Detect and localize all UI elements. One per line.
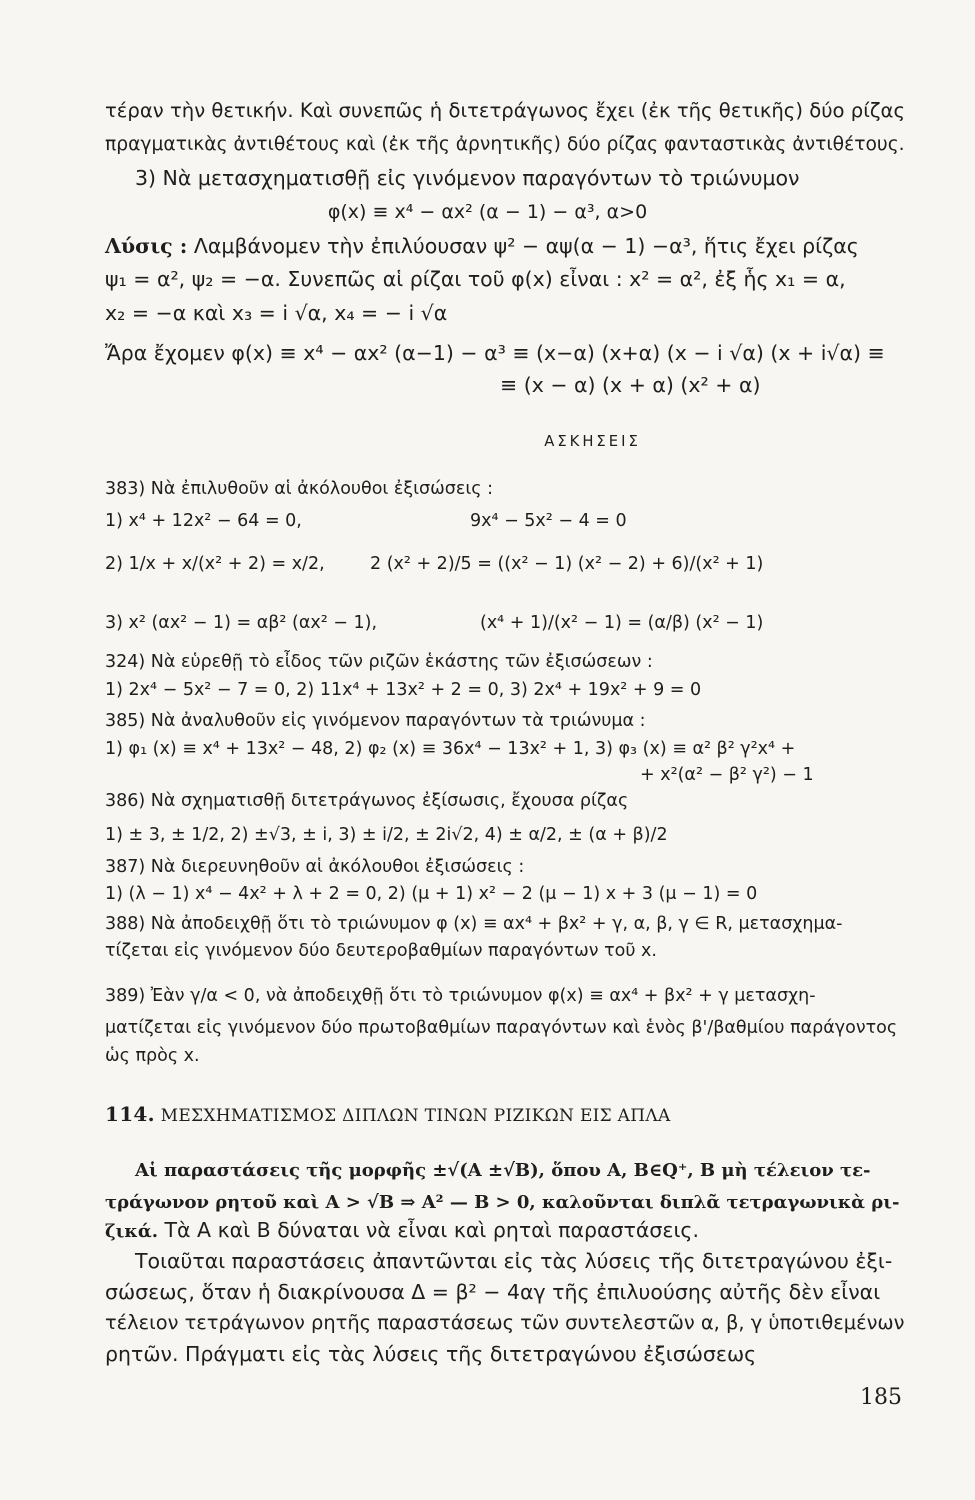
equation: Ἄρα ἔχομεν φ(x) ≡ x⁴ − αx² (α−1) − α³ ≡ (x−α) (x+α) (x − i √α) (x + i√α) ≡	[105, 341, 885, 365]
equation: (x⁴ + 1)/(x² − 1) = (α/β) (x² − 1)	[480, 613, 764, 633]
equation: 1) ± 3, ± 1/2, 2) ±√3, ± i, 3) ± i/2, ± 2i√2, 4) ± α/2, ± (α + β)/2	[105, 825, 668, 845]
equation: 1) (λ − 1) x⁴ − 4x² + λ + 2 = 0, 2) (μ + 1) x² − 2 (μ − 1) x + 3 (μ − 1) = 0	[105, 884, 758, 904]
section-number: 114.	[105, 1102, 155, 1126]
section-heading	[105, 1102, 671, 1128]
paragraph-line: τέλειον τετράγωνον ρητῆς παραστάσεως τῶν συντελεστῶν α, β, γ ὑποτιθεμένων	[105, 1311, 905, 1334]
solution-label: Λύσις :	[105, 234, 188, 258]
solution-line	[105, 233, 859, 259]
equation: ≡ (x − α) (x + α) (x² + α)	[500, 373, 761, 397]
exercise-387: 387) Νὰ διερευνηθοῦν αἱ ἀκόλουθοι ἐξισώσεις :	[105, 857, 525, 877]
exercise-386: 386) Νὰ σχηματισθῇ διτετράγωνος ἐξίσωσις, ἔχουσα ρίζας	[105, 791, 629, 811]
exercise-385: 385) Νὰ ἀναλυθοῦν εἰς γινόμενον παραγόντων τὰ τριώνυμα :	[105, 711, 646, 731]
solution-text: Λαμβάνομεν τὴν ἐπιλύουσαν ψ² − αψ(α − 1) −α³, ἥτις ἔχει ρίζας	[187, 234, 859, 258]
equation: 1) 2x⁴ − 5x² − 7 = 0, 2) 11x⁴ + 13x² + 2 = 0, 3) 2x⁴ + 19x² + 9 = 0	[105, 680, 702, 700]
paragraph-line: Τοιαῦται παραστάσεις ἀπαντῶνται εἰς τὰς λύσεις τῆς διτετραγώνου ἐξι-	[135, 1249, 893, 1273]
problem-statement: 3) Νὰ μετασχηματισθῇ εἰς γινόμενον παραγόντων τὸ τριώνυμον	[135, 166, 800, 190]
exercise-384: 324) Νὰ εὑρεθῇ τὸ εἶδος τῶν ριζῶν ἑκάστης τῶν ἐξισώσεων :	[105, 652, 653, 672]
definition-term: ζικά.	[105, 1221, 158, 1242]
equation: + x²(α² − β² γ²) − 1	[640, 765, 814, 785]
definition-line	[105, 1217, 699, 1245]
exercise-389: 389) Ἐὰν γ/α < 0, νὰ ἀποδειχθῇ ὅτι τὸ τριώνυμον φ(x) ≡ αx⁴ + βx² + γ μετασχη-	[105, 986, 816, 1006]
equation: 1) φ₁ (x) ≡ x⁴ + 13x² − 48, 2) φ₂ (x) ≡ 36x⁴ − 13x² + 1, 3) φ₃ (x) ≡ α² β² γ²x⁴ +	[105, 739, 796, 759]
text-line: ματίζεται εἰς γινόμενον δύο πρωτοβαθμίων παραγόντων καὶ ἑνὸς β'/βαθμίου παράγοντος	[105, 1018, 898, 1038]
exercise-383: 383) Νὰ ἐπιλυθοῦν αἱ ἀκόλουθοι ἐξισώσεις :	[105, 479, 494, 499]
definition-line: τράγωνον ρητοῦ καὶ A > √B ⇒ A² — B > 0, καλοῦνται διπλᾶ τετραγωνικὰ ρι-	[105, 1192, 900, 1213]
text-line: πραγματικὰς ἀντιθέτους καὶ (ἐκ τῆς ἀρνητικῆς) δύο ρίζας φανταστικὰς ἀντιθέτους.	[105, 134, 905, 155]
equation: 2 (x² + 2)/5 = ((x² − 1) (x² − 2) + 6)/(x² + 1)	[370, 554, 764, 574]
equation: 9x⁴ − 5x² − 4 = 0	[470, 511, 627, 531]
text-line: τέραν τὴν θετικήν. Καὶ συνεπῶς ἡ διτετράγωνος ἔχει (ἐκ τῆς θετικῆς) δύο ρίζας	[105, 99, 905, 122]
exercises-heading: ΑΣΚΗΣΕΙΣ	[544, 433, 641, 450]
paragraph-line: σώσεως, ὅταν ἡ διακρίνουσα Δ = β² − 4αγ τῆς ἐπιλυούσης αὐτῆς δὲν εἶναι	[105, 1280, 881, 1304]
page-number: 185	[860, 1385, 902, 1410]
text-line: τίζεται εἰς γινόμενον δύο δευτεροβαθμίων παραγόντων τοῦ x.	[105, 941, 657, 961]
equation: 2) 1/x + x/(x² + 2) = x/2,	[105, 554, 325, 574]
text-line: ψ₁ = α², ψ₂ = −α. Συνεπῶς αἱ ρίζαι τοῦ φ(x) εἶναι : x² = α², ἐξ ἧς x₁ = α,	[105, 267, 846, 291]
definition-text: Τὰ A καὶ B δύναται νὰ εἶναι καὶ ρηταὶ παραστάσεις.	[157, 1218, 699, 1242]
definition-line: Αἱ παραστάσεις τῆς μορφῆς ±√(A ±√B), ὅπου A, B∈Q⁺, B μὴ τέλειον τε-	[135, 1160, 871, 1181]
text-line: ὡς πρὸς x.	[105, 1046, 200, 1066]
equation: φ(x) ≡ x⁴ − αx² (α − 1) − α³, α>0	[327, 201, 648, 223]
equation: 1) x⁴ + 12x² − 64 = 0,	[105, 511, 302, 531]
text-line: x₂ = −α καὶ x₃ = i √α, x₄ = − i √α	[105, 301, 448, 325]
equation: 3) x² (αx² − 1) = αβ² (αx² − 1),	[105, 613, 378, 633]
exercise-388: 388) Νὰ ἀποδειχθῇ ὅτι τὸ τριώνυμον φ (x) ≡ αx⁴ + βx² + γ, α, β, γ ∈ R, μετασχημα-	[105, 914, 843, 934]
paragraph-line: ρητῶν. Πράγματι εἰς τὰς λύσεις τῆς διτετραγώνου ἐξισώσεως	[105, 1342, 757, 1366]
section-title: ΜΕΣΧΗΜΑΤΙΣΜΟΣ ΔΙΠΛΩΝ ΤΙΝΩΝ ΡΙΖΙΚΩΝ ΕΙΣ ΑΠΛΑ	[154, 1106, 671, 1126]
